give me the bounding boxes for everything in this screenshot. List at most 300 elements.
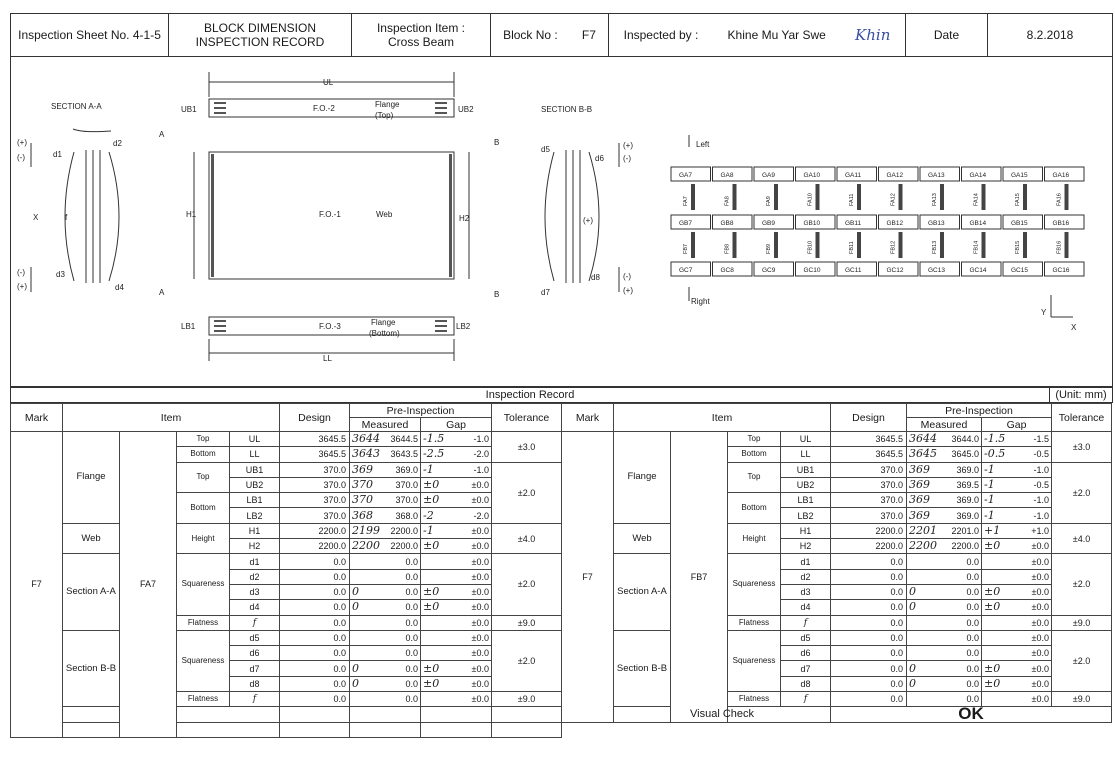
design-cell: 370.0: [280, 493, 350, 508]
code-cell: UB1: [781, 462, 831, 477]
subgroup-cell: Top: [728, 432, 781, 447]
col-item: Item: [63, 404, 280, 432]
fb-label: FB14: [973, 240, 980, 254]
svg-text:B: B: [494, 290, 500, 299]
sheet-number: Inspection Sheet No. 4-1-5: [11, 14, 169, 56]
gap-cell: ±0.0: [982, 615, 1052, 630]
svg-text:(+): (+): [17, 282, 27, 291]
ga-label: GA11: [845, 172, 862, 179]
table-row: [11, 523, 562, 538]
tolerance-cell: ±3.0: [492, 432, 562, 463]
measured-cell: 3644 3644.0: [907, 432, 982, 447]
design-cell: 370.0: [280, 462, 350, 477]
tolerance-cell: ±2.0: [1052, 554, 1112, 615]
measured-cell: 0.0: [907, 646, 982, 661]
svg-text:Web: Web: [376, 210, 393, 219]
fb-stiffener: [940, 232, 944, 258]
fa-label: FA14: [973, 193, 980, 206]
svg-text:UB2: UB2: [458, 105, 474, 114]
code-cell: LL: [230, 447, 280, 462]
design-cell: 2200.0: [831, 539, 907, 554]
svg-text:B: B: [494, 138, 500, 147]
design-cell: 370.0: [280, 477, 350, 492]
measured-cell: 0.0: [350, 692, 421, 707]
fa-label: FA7: [683, 196, 689, 206]
gb-label: GB7: [679, 220, 693, 227]
sheet-title: BLOCK DIMENSION INSPECTION RECORD: [169, 14, 352, 56]
svg-text:d3: d3: [56, 270, 65, 279]
tolerance-cell: ±2.0: [492, 630, 562, 691]
gap-cell: ±0 ±0.0: [982, 584, 1052, 599]
design-cell: 0.0: [831, 600, 907, 615]
svg-text:f: f: [65, 213, 68, 222]
gb-label: GB12: [886, 220, 904, 227]
code-cell: f: [781, 615, 831, 630]
subgroup-cell: Bottom: [728, 493, 781, 524]
subgroup-cell: Bottom: [177, 493, 230, 524]
ga-label: GA10: [803, 172, 821, 179]
measured-cell: 369 369.0: [350, 462, 421, 477]
code-cell: d3: [230, 584, 280, 599]
measured-cell: 0 0.0: [907, 600, 982, 615]
tolerance-cell: ±2.0: [492, 554, 562, 615]
sheet-header: [10, 13, 1113, 57]
group-cell: Section B-B: [63, 630, 120, 706]
sub-mark-cell: FA7: [120, 432, 177, 738]
svg-text:(-): (-): [17, 268, 25, 277]
inspection-item: Inspection Item : Cross Beam: [352, 14, 491, 56]
svg-text:LB1: LB1: [181, 322, 196, 331]
diagram-area: [10, 57, 1113, 387]
design-cell: 370.0: [831, 493, 907, 508]
gap-cell: -1 -1.0: [421, 462, 492, 477]
gap-cell: ±0.0: [982, 569, 1052, 584]
record-table-fa7: [10, 403, 562, 738]
mark-cell: F7: [11, 432, 63, 738]
col-tolerance: Tolerance: [1052, 404, 1112, 432]
design-cell: 0.0: [831, 615, 907, 630]
fa-stiffener: [1023, 184, 1027, 210]
code-cell: UB2: [781, 477, 831, 492]
block-number: Block No : F7: [491, 14, 609, 56]
svg-text:H2: H2: [459, 214, 470, 223]
design-cell: 0.0: [280, 692, 350, 707]
design-cell: 370.0: [280, 508, 350, 523]
blank-cell: [63, 707, 120, 722]
col-mark: Mark: [11, 404, 63, 432]
fb-label: FB16: [1056, 240, 1063, 254]
gc-label: GC16: [1052, 267, 1070, 274]
svg-text:Y: Y: [1041, 308, 1047, 317]
subgroup-cell: Top: [728, 462, 781, 493]
code-cell: d1: [230, 554, 280, 569]
fa-stiffener: [691, 184, 695, 210]
design-cell: 0.0: [280, 615, 350, 630]
gb-label: GB13: [928, 220, 945, 227]
fa-stiffener: [816, 184, 820, 210]
gap-cell: ±0.0: [982, 646, 1052, 661]
col-gap: Gap: [421, 418, 492, 432]
fb-label: FB12: [890, 240, 897, 254]
col-measured: Measured: [350, 418, 421, 432]
svg-text:d1: d1: [53, 150, 62, 159]
design-cell: 3645.5: [280, 432, 350, 447]
table-row: [11, 554, 562, 569]
group-cell: Section B-B: [614, 630, 671, 706]
svg-text:Left: Left: [696, 140, 710, 149]
record-title: Inspection Record: [10, 387, 1050, 403]
design-cell: 0.0: [280, 676, 350, 691]
measured-cell: 2201 2201.0: [907, 523, 982, 538]
code-cell: d7: [781, 661, 831, 676]
table-row: [562, 554, 1112, 569]
date-value: 8.2.2018: [1026, 28, 1074, 42]
svg-text:(+): (+): [583, 216, 593, 225]
ga-label: GA9: [762, 172, 776, 179]
code-cell: f: [230, 692, 280, 707]
gb-label: GB14: [969, 220, 987, 227]
design-cell: 0.0: [280, 584, 350, 599]
fb-stiffener: [1023, 232, 1027, 258]
code-cell: H1: [230, 523, 280, 538]
code-cell: d1: [781, 554, 831, 569]
ga-label: GA14: [969, 172, 987, 179]
gap-cell: ±0 ±0.0: [421, 676, 492, 691]
subgroup-cell: Squareness: [728, 630, 781, 691]
design-cell: 370.0: [831, 462, 907, 477]
unit-label: (Unit: mm): [1050, 387, 1113, 403]
design-cell: 0.0: [280, 569, 350, 584]
fb-label: FB7: [683, 243, 689, 254]
code-cell: d4: [230, 600, 280, 615]
subgroup-cell: Squareness: [728, 554, 781, 615]
subgroup-cell: Height: [728, 523, 781, 554]
tolerance-cell: ±4.0: [1052, 523, 1112, 554]
gap-cell: ±0.0: [982, 554, 1052, 569]
col-tolerance: Tolerance: [492, 404, 562, 432]
measured-cell: 0 0.0: [907, 584, 982, 599]
svg-text:(-): (-): [17, 153, 25, 162]
tolerance-cell: ±3.0: [1052, 432, 1112, 463]
svg-text:A: A: [159, 288, 165, 297]
code-cell: d5: [781, 630, 831, 645]
fa-stiffener: [982, 184, 986, 210]
gb-label: GB8: [720, 220, 734, 227]
svg-text:(+): (+): [17, 138, 27, 147]
svg-text:d4: d4: [115, 283, 124, 292]
gap-cell: -2 -2.0: [421, 508, 492, 523]
col-mark: Mark: [562, 404, 614, 432]
subgroup-cell: Squareness: [177, 554, 230, 615]
date-label: Date: [906, 14, 988, 56]
group-cell: Web: [63, 523, 120, 554]
measured-cell: 0.0: [907, 554, 982, 569]
gap-cell: -1 -1.0: [982, 508, 1052, 523]
gap-cell: ±0.0: [421, 646, 492, 661]
subgroup-cell: Top: [177, 432, 230, 447]
gap-cell: -1 ±0.0: [421, 523, 492, 538]
svg-text:(+): (+): [623, 141, 633, 150]
svg-text:(Top): (Top): [375, 111, 394, 120]
svg-text:UL: UL: [323, 78, 334, 87]
table-row: [11, 432, 562, 447]
gap-cell: -1.5 -1.0: [421, 432, 492, 447]
code-cell: LB2: [781, 508, 831, 523]
svg-text:(Bottom): (Bottom): [369, 329, 400, 338]
code-cell: d5: [230, 630, 280, 645]
fb-stiffener: [1065, 232, 1069, 258]
ga-label: GA7: [679, 172, 693, 179]
measured-cell: 0.0: [350, 554, 421, 569]
tolerance-cell: ±9.0: [1052, 615, 1112, 630]
code-cell: LB1: [230, 493, 280, 508]
gap-cell: -1 -1.0: [982, 493, 1052, 508]
measured-cell: 369 369.0: [907, 508, 982, 523]
measured-cell: 0.0: [350, 646, 421, 661]
col-design: Design: [280, 404, 350, 432]
code-cell: UL: [781, 432, 831, 447]
design-cell: 0.0: [831, 630, 907, 645]
group-cell: Flange: [614, 432, 671, 524]
gap-cell: ±0 ±0.0: [982, 661, 1052, 676]
measured-cell: 369 369.0: [907, 462, 982, 477]
gap-cell: ±0 ±0.0: [421, 493, 492, 508]
gap-cell: ±0.0: [421, 569, 492, 584]
svg-text:LB2: LB2: [456, 322, 471, 331]
measured-cell: 2200 2200.0: [350, 539, 421, 554]
measured-cell: 0.0: [350, 615, 421, 630]
visual-check-label: Visual Check: [614, 707, 831, 722]
fb-stiffener: [691, 232, 695, 258]
gap-cell: ±0 ±0.0: [982, 539, 1052, 554]
svg-text:d8: d8: [591, 273, 600, 282]
svg-text:Right: Right: [691, 297, 710, 306]
subgroup-cell: Top: [177, 462, 230, 493]
svg-text:d6: d6: [595, 154, 604, 163]
measured-cell: 0 0.0: [350, 584, 421, 599]
inspector-name: Khine Mu Yar Swe: [727, 28, 826, 42]
subgroup-cell: Squareness: [177, 630, 230, 691]
tolerance-cell: ±2.0: [492, 462, 562, 523]
fa-label: FA16: [1056, 193, 1063, 206]
design-cell: 3645.5: [831, 447, 907, 462]
measured-cell: 0.0: [907, 692, 982, 707]
fa-stiffener: [857, 184, 861, 210]
ga-label: GA15: [1011, 172, 1028, 179]
gap-cell: ±0.0: [421, 630, 492, 645]
design-cell: 0.0: [831, 692, 907, 707]
measured-cell: 368 368.0: [350, 508, 421, 523]
subgroup-cell: Bottom: [728, 447, 781, 462]
svg-text:Flange: Flange: [371, 318, 396, 327]
section-bb-label: SECTION B-B: [541, 105, 593, 114]
fb-label: FB9: [766, 243, 772, 254]
table-row: [562, 432, 1112, 447]
subgroup-cell: Flatness: [728, 615, 781, 630]
svg-text:(+): (+): [623, 286, 633, 295]
design-cell: 0.0: [831, 584, 907, 599]
design-cell: 0.0: [280, 646, 350, 661]
visual-check-result: OK: [831, 707, 1112, 722]
code-cell: d8: [230, 676, 280, 691]
gap-cell: ±0 ±0.0: [421, 600, 492, 615]
design-cell: 0.0: [831, 646, 907, 661]
gap-cell: -1 -0.5: [982, 477, 1052, 492]
fb-stiffener: [733, 232, 737, 258]
gc-label: GC11: [845, 267, 862, 274]
col-gap: Gap: [982, 418, 1052, 432]
code-cell: d6: [781, 646, 831, 661]
gc-label: GC10: [803, 267, 821, 274]
svg-text:LL: LL: [323, 354, 332, 363]
measured-cell: 0 0.0: [350, 661, 421, 676]
group-cell: Web: [614, 523, 671, 554]
tolerance-cell: ±2.0: [1052, 462, 1112, 523]
block-diagram: [11, 57, 1112, 386]
svg-text:Flange: Flange: [375, 100, 400, 109]
gb-label: GB16: [1052, 220, 1070, 227]
fa-label: FA12: [890, 193, 897, 206]
code-cell: d8: [781, 676, 831, 691]
gc-label: GC13: [928, 267, 945, 274]
fa-stiffener: [899, 184, 903, 210]
measured-cell: 3645 3645.0: [907, 447, 982, 462]
gap-cell: -1 -1.0: [982, 462, 1052, 477]
gap-cell: -0.5 -0.5: [982, 447, 1052, 462]
gc-label: GC8: [720, 267, 734, 274]
fb-label: FB13: [932, 240, 938, 254]
code-cell: d7: [230, 661, 280, 676]
design-cell: 0.0: [280, 600, 350, 615]
inspected-by: Inspected by : Khine Mu Yar Swe Khin: [609, 14, 906, 56]
fb-label: FB11: [849, 241, 855, 254]
tolerance-cell: ±4.0: [492, 523, 562, 554]
code-cell: H2: [230, 539, 280, 554]
fb-stiffener: [816, 232, 820, 258]
fa-stiffener: [940, 184, 944, 210]
code-cell: H1: [781, 523, 831, 538]
ga-label: GA12: [886, 172, 904, 179]
measured-cell: 0.0: [907, 615, 982, 630]
measured-cell: 0 0.0: [907, 661, 982, 676]
measured-cell: 0 0.0: [907, 676, 982, 691]
gap-cell: -1.5 -1.5: [982, 432, 1052, 447]
measured-cell: 370 370.0: [350, 477, 421, 492]
table-row: [562, 523, 1112, 538]
gc-label: GC9: [762, 267, 776, 274]
design-cell: 0.0: [831, 554, 907, 569]
svg-text:F.O.-2: F.O.-2: [313, 104, 335, 113]
gap-cell: ±0.0: [982, 630, 1052, 645]
sub-mark-cell: FB7: [671, 432, 728, 723]
fa-label: FA9: [766, 196, 772, 206]
gap-cell: ±0 ±0.0: [982, 600, 1052, 615]
design-cell: 0.0: [280, 661, 350, 676]
code-cell: LB1: [781, 493, 831, 508]
subgroup-cell: Flatness: [177, 615, 230, 630]
fa-stiffener: [774, 184, 778, 210]
design-cell: 2200.0: [280, 523, 350, 538]
code-cell: f: [781, 692, 831, 707]
group-cell: Section A-A: [63, 554, 120, 630]
gb-label: GB15: [1011, 220, 1028, 227]
code-cell: d6: [230, 646, 280, 661]
gc-label: GC14: [969, 267, 987, 274]
tolerance-cell: ±2.0: [1052, 630, 1112, 691]
design-cell: 2200.0: [831, 523, 907, 538]
measured-cell: 0 0.0: [350, 600, 421, 615]
subgroup-cell: Flatness: [177, 692, 230, 707]
code-cell: UL: [230, 432, 280, 447]
measured-cell: 0.0: [350, 630, 421, 645]
gap-cell: ±0.0: [982, 692, 1052, 707]
gb-label: GB11: [845, 220, 862, 227]
svg-text:d5: d5: [541, 145, 550, 154]
section-aa-label: SECTION A-A: [51, 102, 102, 111]
gap-cell: ±0 ±0.0: [421, 539, 492, 554]
svg-text:d7: d7: [541, 288, 550, 297]
svg-text:H1: H1: [186, 210, 197, 219]
subgroup-cell: Bottom: [177, 447, 230, 462]
fb-stiffener: [899, 232, 903, 258]
code-cell: d4: [781, 600, 831, 615]
design-cell: 370.0: [831, 477, 907, 492]
measured-cell: 2200 2200.0: [907, 539, 982, 554]
col-measured: Measured: [907, 418, 982, 432]
gap-cell: ±0.0: [421, 615, 492, 630]
ga-label: GA13: [928, 172, 945, 179]
fb-stiffener: [857, 232, 861, 258]
svg-text:(-): (-): [623, 272, 631, 281]
fa-label: FA13: [932, 193, 938, 206]
measured-cell: 3643 3643.5: [350, 447, 421, 462]
measured-cell: 369 369.5: [907, 477, 982, 492]
col-design: Design: [831, 404, 907, 432]
design-cell: 0.0: [831, 676, 907, 691]
gap-cell: -2.5 -2.0: [421, 447, 492, 462]
tolerance-cell: ±9.0: [492, 615, 562, 630]
measured-cell: 2199 2200.0: [350, 523, 421, 538]
svg-text:F.O.-3: F.O.-3: [319, 322, 341, 331]
gc-label: GC7: [679, 267, 693, 274]
svg-text:(-): (-): [623, 154, 631, 163]
gap-cell: ±0 ±0.0: [982, 676, 1052, 691]
code-cell: d3: [781, 584, 831, 599]
measured-cell: 0.0: [907, 569, 982, 584]
code-cell: d2: [230, 569, 280, 584]
measured-cell: 0.0: [907, 630, 982, 645]
subgroup-cell: Flatness: [728, 692, 781, 707]
subgroup-cell: Height: [177, 523, 230, 554]
fb-label: FB15: [1015, 240, 1021, 254]
design-cell: 3645.5: [831, 432, 907, 447]
code-cell: LB2: [230, 508, 280, 523]
col-item: Item: [614, 404, 831, 432]
measured-cell: 0.0: [350, 569, 421, 584]
measured-cell: 369 369.0: [907, 493, 982, 508]
gap-cell: ±0.0: [421, 554, 492, 569]
ga-label: GA16: [1052, 172, 1070, 179]
fa-stiffener: [1065, 184, 1069, 210]
code-cell: d2: [781, 569, 831, 584]
svg-text:X: X: [33, 213, 39, 222]
gc-label: GC12: [886, 267, 904, 274]
svg-text:A: A: [159, 130, 165, 139]
tolerance-cell: ±9.0: [1052, 692, 1112, 707]
fb-stiffener: [982, 232, 986, 258]
design-cell: 0.0: [831, 661, 907, 676]
mark-cell: F7: [562, 432, 614, 723]
